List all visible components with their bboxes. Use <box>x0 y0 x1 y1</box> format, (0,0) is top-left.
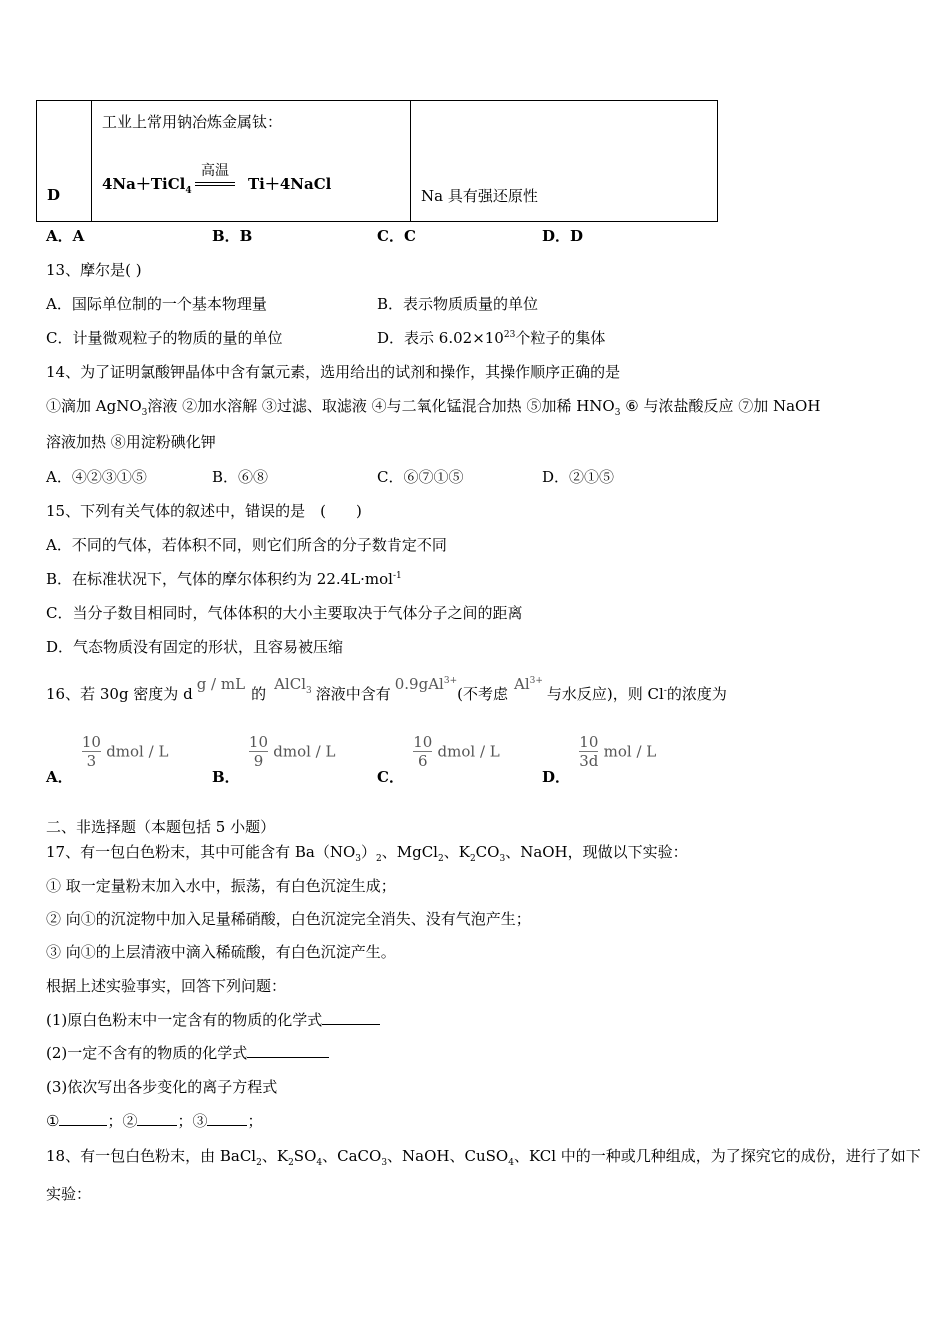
fraction: $\frac{10}{9}$ <box>248 733 269 770</box>
fraction: $\frac{10}{6}$ <box>413 733 433 770</box>
q17-prompt: 根据上述实验事实，回答下列问题： <box>46 977 287 995</box>
q15-option-c: C．当分子数目相同时，气体体积的大小主要取决于气体分子之间的距离 <box>46 604 523 622</box>
q13-option-d: D．表示 $6.02\times 10^{23}$个粒子的集体 <box>377 329 606 347</box>
fraction: $\frac{10}{3d}$ <box>579 733 599 770</box>
q18-stem-line1: 18、有一包白色粉末，由 BaCl$_2$、$K_2SO_4$、CaCO$_3$、NaOH、CuSO$_4$、KCl 中的一种或几种组成，为了探究它的成份，进行了如下 <box>46 1147 921 1168</box>
answer-blank <box>137 1125 177 1126</box>
q16-option-b: B． $\frac{10}{9}$ dmol / L <box>212 733 336 786</box>
equation-left: 4Na＋TiCl$_4$ <box>102 175 192 196</box>
density-unit: g / mL <box>196 675 246 693</box>
reason-text: Na 具有强还原性 <box>421 187 538 205</box>
row-label-cell <box>37 101 92 222</box>
q17-part-1: (1)原白色粉末中一定含有的物质的化学式 <box>46 1010 380 1030</box>
q17-step-1: ① 取一定量粉末加入水中，振荡，有白色沉淀生成； <box>46 877 396 895</box>
q15-option-a: A．不同的气体，若体积不同，则它们所含的分子数肯定不同 <box>46 536 447 554</box>
section-heading: 二、非选择题（本题包括 5 小题） <box>46 818 276 836</box>
answer-table <box>36 100 718 222</box>
q15-stem: 15、下列有关气体的叙述中，错误的是 ( ) <box>46 502 362 520</box>
q13-option-a: A．国际单位制的一个基本物理量 <box>46 295 267 313</box>
q14-operations-line1: ①滴加 AgNO$_3$溶液 ②加水溶解 ③过滤、取滤液 ④与二氧化锰混合加热 ⑤加稀 $HNO_3$ ⑥ 与浓盐酸反应 ⑦加 NaOH <box>46 397 821 418</box>
q17-step-2: ② 向①的沉淀物中加入足量稀硝酸，白色沉淀完全消失、没有气泡产生； <box>46 910 531 928</box>
q14-stem: 14、为了证明氯酸钾晶体中含有氯元素，选用给出的试剂和操作，其操作顺序正确的是 <box>46 363 621 381</box>
reaction-condition: 高温 <box>195 163 235 186</box>
q14-option-d: D．②①⑤ <box>542 468 615 486</box>
q16-option-a: A． $\frac{10}{3}$ dmol / L <box>46 733 169 786</box>
q16-stem: 16、若 30g 密度为 dg / mL的AlCl$_3$ 溶液中含有0.9gAl$^{3+}$(不考虑$Al^{3+}$与水反应)，则 Cl-的浓度为 <box>46 675 727 703</box>
q17-step-3: ③ 向①的上层清液中滴入稀硫酸，有白色沉淀产生。 <box>46 943 396 961</box>
ion-amount: 0.9gAl$^{3+}$ <box>394 675 458 693</box>
reason-cell <box>411 101 718 222</box>
q12-option-d: D．D <box>542 227 584 245</box>
q17-part-2: (2)一定不含有的物质的化学式 <box>46 1043 329 1063</box>
q15-option-b: B．在标准状况下，气体的摩尔体积约为 22.4L·mol$^{-1}$ <box>46 570 402 588</box>
q14-option-a: A．④②③①⑤ <box>46 468 147 486</box>
row-label: D <box>47 186 61 204</box>
q13-option-b: B．表示物质质量的单位 <box>377 295 539 313</box>
ion-formula: $Al^{3+}$ <box>513 675 543 693</box>
q14-option-b: B．⑥⑧ <box>212 468 269 486</box>
q15-option-d: D．气态物质没有固定的形状，且容易被压缩 <box>46 638 344 656</box>
answer-blank <box>322 1024 380 1025</box>
answer-blank <box>207 1125 247 1126</box>
answer-blank <box>247 1057 329 1058</box>
q12-option-b: B．B <box>212 227 253 245</box>
table-row <box>37 101 718 222</box>
q13-stem: 13、摩尔是( ) <box>46 261 142 279</box>
equation-right: Ti＋4NaCl <box>248 175 332 193</box>
salt-formula: AlCl$_3$ <box>274 675 312 696</box>
q12-option-a: A．A <box>46 227 85 245</box>
q12-option-c: C．C <box>377 227 416 245</box>
q17-part-3: (3)依次写出各步变化的离子方程式 <box>46 1078 278 1096</box>
statement-text: 工业上常用钠冶炼金属钛： <box>102 113 283 131</box>
answer-blank <box>59 1125 107 1126</box>
q13-option-c: C．计量微观粒子的物质的量的单位 <box>46 329 283 347</box>
q17-part-3-blanks: ① ；② ；③ ； <box>46 1112 263 1130</box>
q14-operations-line2: 溶液加热 ⑧用淀粉碘化钾 <box>46 433 216 451</box>
q17-stem: 17、有一包白色粉末，其中可能含有 $Ba(NO_3)_2$、MgCl$_2$、$K_2CO_3$、NaOH，现做以下实验： <box>46 843 688 864</box>
statement-cell <box>92 101 411 222</box>
q16-option-d: D． $\frac{10}{3d}$ mol / L <box>542 733 657 786</box>
q14-option-c: C．⑥⑦①⑤ <box>377 468 464 486</box>
fraction: $\frac{10}{3}$ <box>81 733 101 770</box>
q16-option-c: C． $\frac{10}{6}$ dmol / L <box>377 733 500 786</box>
q18-stem-line2: 实验： <box>46 1185 92 1203</box>
